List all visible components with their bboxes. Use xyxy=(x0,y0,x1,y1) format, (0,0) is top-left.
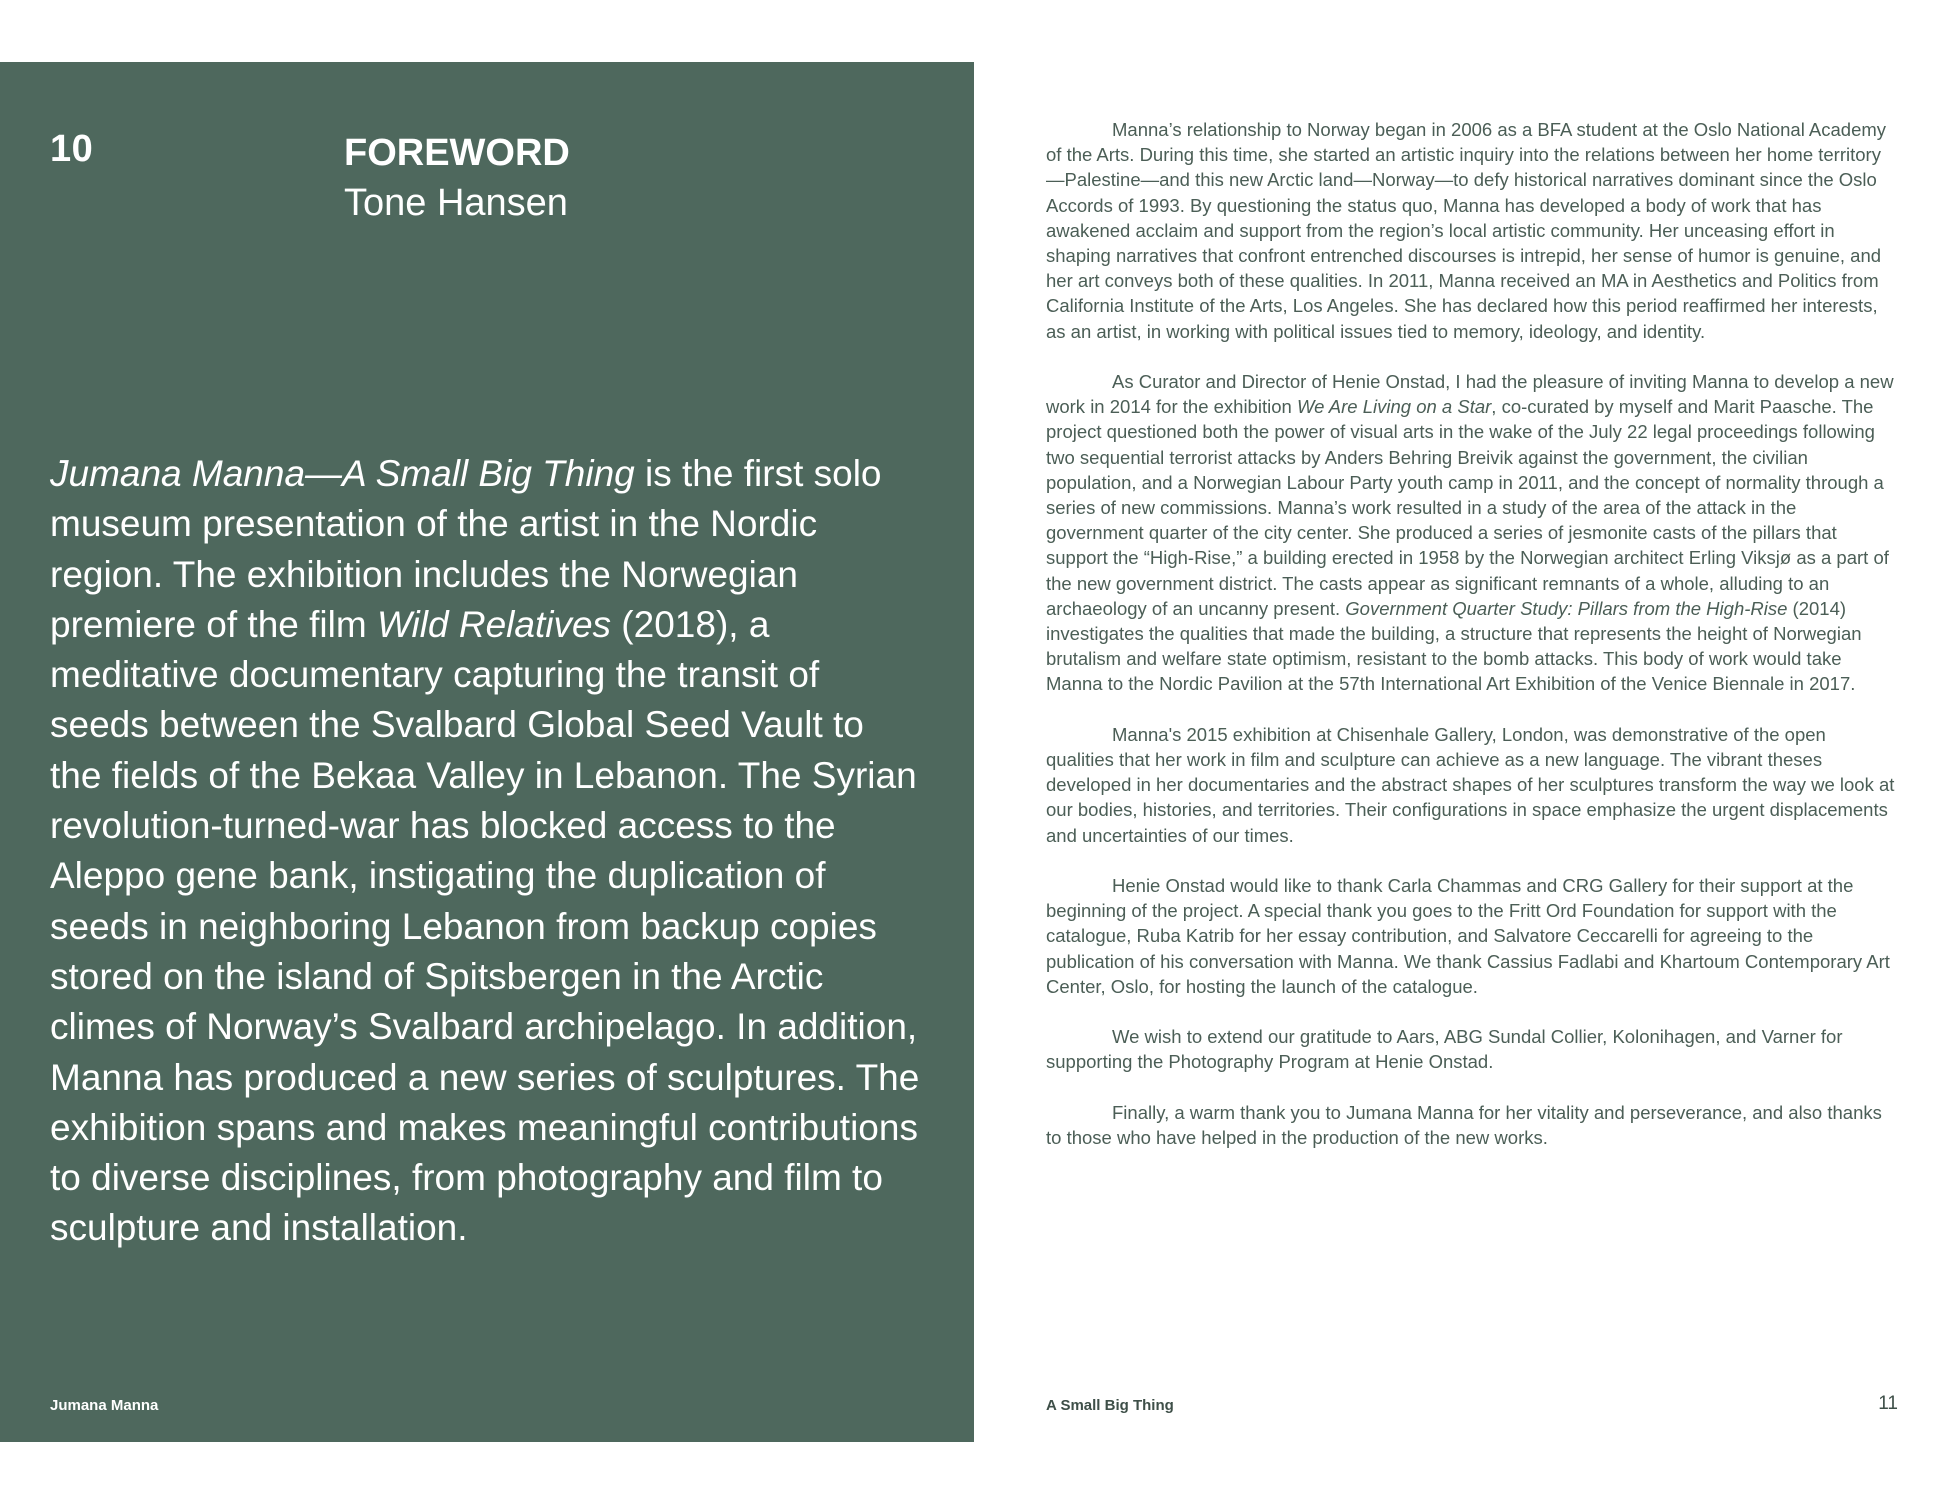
paragraph-2 xyxy=(1046,369,1896,697)
paragraph-4: Henie Onstad would like to thank Carla Chammas and CRG Gallery for their support at the beginning of the project. A special thank you goes to the Fritt Ord Foundation for support with the catalogue, Ruba Katrib for her essay contribution, and Salvatore Ceccarelli for agreeing to the publication of his conversation with Manna. We thank Cassius Fadlabi and Khartoum Contemporary Art Center, Oslo, for hosting the launch of the catalogue. xyxy=(1046,875,1890,997)
exhibition-title-italic: We Are Living on a Star xyxy=(1296,396,1492,418)
page-number-left: 10 xyxy=(50,128,94,170)
film-title: Wild Relatives xyxy=(376,603,612,645)
artwork-title-italic: Government Quarter Study: Pillars from the High-Rise xyxy=(1345,597,1788,619)
right-page xyxy=(1046,117,1896,1175)
author-name: Tone Hansen xyxy=(344,182,568,224)
paragraph-3: Manna's 2015 exhibition at Chisenhale Gallery, London, was demonstrative of the open qualities that her work in film and sculpture can achieve as a new language. The vibrant theses developed in her documentaries and the abstract shapes of her sculptures transform the way we look at our bodies, histories, and territories. Their configurations in space emphasize the urgent displacements and uncertainties of our times. xyxy=(1046,723,1895,846)
footer-left: Jumana Manna xyxy=(50,1397,159,1414)
lead-text-part-2: (2018), a meditative documentary capturing the transit of seeds between the Svalbard Global Seed Vault to the fields of the Bekaa Valley in Lebanon. The Syrian revolution-turned-war has blocked access to the Aleppo gene bank, instigating the duplication of seeds in neighboring Lebanon from backup copies stored on the island of Spitsbergen in the Arctic climes of Norway’s Svalbard archipelago. In addition, Manna has produced a new series of sculptures. The exhibition spans and makes meaningful contributions to diverse disciplines, from photography and film to sculpture and installation. xyxy=(50,603,920,1249)
paragraph-6: Finally, a warm thank you to Jumana Manna for her vitality and perseverance, and also thanks to those who have helped in the production of the new works. xyxy=(1046,1101,1882,1149)
page-number-right: 11 xyxy=(1878,1393,1898,1414)
paragraph-2-part-b: , co-curated by myself and Marit Paasche. The project questioned both the power of visual arts in the wake of the July 22 legal proceedings following two sequential terrorist attacks by Anders Behring Breivik against the government, the civilian population, and a Norwegian Labour Party youth camp in 2011, and the concept of normality through a series of new commissions. Manna’s work resulted in a study of the area of the attack in the government quarter of the city center. She produced a series of jesmonite casts of the pillars that support the “High-Rise,” a building erected in 1958 by the Norwegian architect Erling Viksjø as a part of the new government district. The casts appear as significant remnants of a whole, alluding to an archaeology of an uncanny present. xyxy=(1046,396,1889,619)
paragraph-1: Manna’s relationship to Norway began in 2006 as a BFA student at the Oslo National Academy of the Arts. During this time, she started an artistic inquiry into the relations between her home territory—Palestine—and this new Arctic land—Norway—to defy historical narratives dominant since the Oslo Accords of 1993. By questioning the status quo, Manna has developed a body of work that has awakened acclaim and support from the region’s local artistic community. Her unceasing effort in shaping narratives that confront entrenched discourses is intrepid, her sense of humor is genuine, and her art conveys both of these qualities. In 2011, Manna received an MA in Aesthetics and Politics from California Institute of the Arts, Los Angeles. She has declared how this period reaffirmed her interests, as an artist, in working with political issues tied to memory, ideology, and identity. xyxy=(1046,119,1887,342)
paragraph-5: We wish to extend our gratitude to Aars, ABG Sundal Collier, Kolonihagen, and Varner for supporting the Photography Program at Henie Onstad. xyxy=(1046,1026,1843,1073)
left-page xyxy=(0,62,974,1442)
lead-text-part-1: is the first solo museum presentation of the artist in the Nordic region. The exhibition includes the Norwegian premiere of the film xyxy=(50,453,882,645)
heading-block xyxy=(344,128,570,228)
footer-right: A Small Big Thing xyxy=(1046,1397,1174,1414)
paragraph-2-part-a: As Curator and Director of Henie Onstad, I had the pleasure of inviting Manna to develop a new work in 2014 for the exhibition xyxy=(1046,371,1894,418)
lead-paragraph xyxy=(50,449,920,1254)
paragraph-2-part-c: (2014) investigates the qualities that made the building, a structure that represents the height of Norwegian brutalism and welfare state optimism, resistant to the bomb attacks. This body of work would take Manna to the Nordic Pavilion at the 57th International Art Exhibition of the Venice Biennale in 2017. xyxy=(1046,597,1862,695)
exhibition-title: Jumana Manna—A Small Big Thing xyxy=(50,453,635,494)
section-title: FOREWORD xyxy=(344,132,570,174)
